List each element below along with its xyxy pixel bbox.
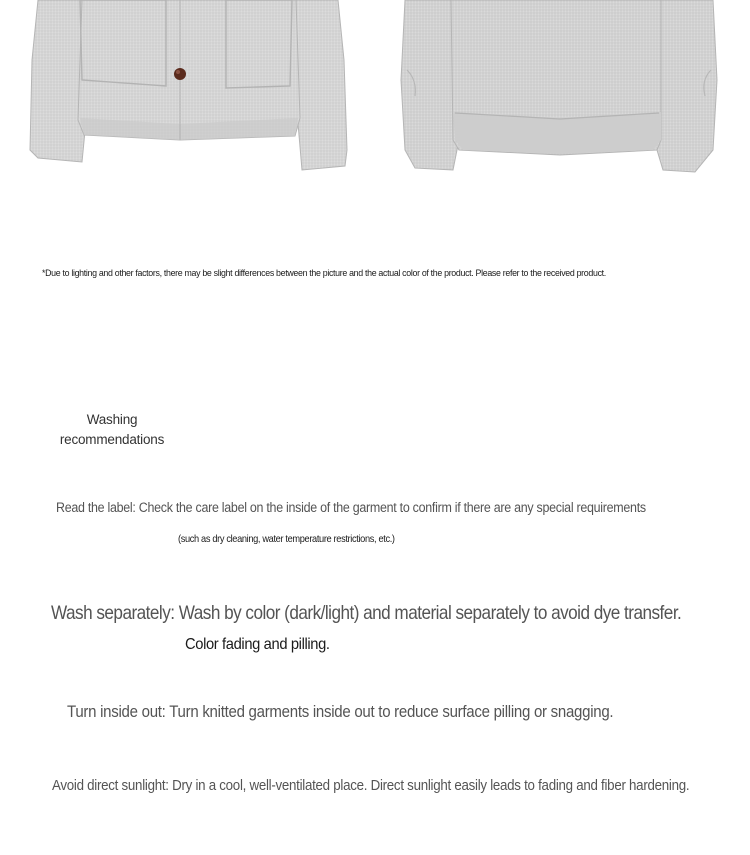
jacket-front-photo: [20, 0, 360, 180]
washing-tip-avoid-sunlight: Avoid direct sunlight: Dry in a cool, well-ventilated place. Direct sunlight easily leads to fading and fiber hardening.: [52, 778, 690, 794]
washing-tip-turn-inside-out: Turn inside out: Turn knitted garments inside out to reduce surface pilling or snagging.: [67, 703, 614, 721]
washing-tip-read-label: Read the label: Check the care label on the inside of the garment to confirm if there are any special requirements: [56, 500, 646, 515]
washing-tip-wash-separately-note: Color fading and pilling.: [185, 636, 330, 653]
color-disclaimer: *Due to lighting and other factors, there may be slight differences between the picture and the actual color of the product. Please refer to the received product.: [42, 268, 606, 279]
washing-heading: [48, 410, 176, 450]
washing-heading-line2: recommendations: [59, 432, 165, 447]
washing-tip-wash-separately: Wash separately: Wash by color (dark/light) and material separately to avoid dye transfer.: [51, 602, 682, 624]
jacket-back-photo: [395, 0, 725, 180]
washing-tip-read-label-note: (such as dry cleaning, water temperature restrictions, etc.): [178, 533, 395, 545]
washing-heading-line1: Washing: [86, 412, 138, 427]
